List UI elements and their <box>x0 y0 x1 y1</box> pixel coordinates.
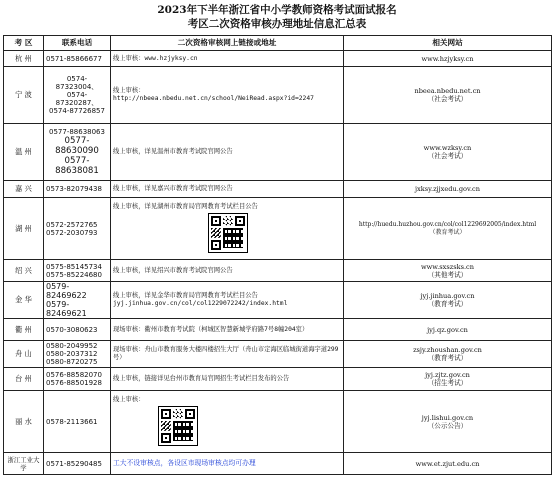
phone-cell: 0571-85866677 <box>44 51 111 67</box>
phone-number: 0580-2037312 <box>46 350 98 358</box>
review-cell <box>111 391 344 453</box>
phone-cell <box>44 368 111 391</box>
site-link[interactable]: zsjy.zhoushan.gov.cn <box>413 346 482 354</box>
phone-cell <box>44 198 111 260</box>
site-link[interactable]: www.et.zjut.edu.cn <box>415 459 480 468</box>
site-link[interactable]: www.hzjyksy.cn <box>421 54 474 63</box>
site-cell[interactable] <box>344 198 552 260</box>
review-text: 线上审核，详见金华市教育局官网教育考试栏目公告 <box>113 292 258 299</box>
phone-number: 0580-2049952 <box>46 342 98 350</box>
site-cell[interactable] <box>344 51 552 67</box>
exam-review-table <box>3 35 552 475</box>
phone-number: 0579-82469621 <box>46 300 87 318</box>
phone-number: 0579-82469622 <box>46 282 87 300</box>
header-site: 相关网站 <box>344 36 552 51</box>
area-cell: 金 华 <box>4 282 44 319</box>
review-cell: 线上审核，详见嘉兴市教育考试院官网公告 <box>111 181 344 198</box>
site-note: （教育考试） <box>427 354 468 362</box>
site-cell[interactable] <box>344 391 552 453</box>
table-row <box>4 181 552 198</box>
site-link[interactable]: jyj.lishui.gov.cn <box>421 413 474 422</box>
area-cell: 舟 山 <box>4 341 44 368</box>
review-cell: 现场审核：舟山市教育服务大楼四楼招生大厅（舟山市定海区临城街道海宇道299号） <box>111 341 344 368</box>
review-cell: 线上审核，详见温州市教育考试院官网公告 <box>111 124 344 181</box>
table-row <box>4 260 552 282</box>
site-cell[interactable] <box>344 368 552 391</box>
site-link[interactable]: www.sxszsks.cn <box>420 262 474 271</box>
review-cell[interactable] <box>111 282 344 319</box>
table-row <box>4 51 552 67</box>
review-text: 线上审核，详见湖州市教育局官网教育考试栏目公告 <box>113 202 258 210</box>
phone-number: 0577-88638081 <box>55 156 99 176</box>
document-title-line2: 考区二次资格审核办理地址信息汇总表 <box>187 18 367 30</box>
document-title-line1: 2023年下半年浙江省中小学教师资格考试面试报名 <box>157 4 397 16</box>
header-phone: 联系电话 <box>44 36 111 51</box>
site-cell[interactable] <box>344 341 552 368</box>
table-row <box>4 124 552 181</box>
area-cell: 绍 兴 <box>4 260 44 282</box>
table-row <box>4 198 552 260</box>
site-note: （招生考试） <box>427 379 468 387</box>
phone-cell <box>44 124 111 181</box>
site-link[interactable]: http://huedu.huzhou.gov.cn/col/col1229692005/index.html <box>358 220 537 228</box>
area-cell: 浙江工业大学 <box>4 453 44 475</box>
phone-cell: 0571-85290485 <box>44 453 111 475</box>
site-link[interactable]: jyj.jinhua.gov.cn <box>420 292 475 300</box>
site-note: （社会考试） <box>427 95 468 103</box>
review-link[interactable]: http://nbeea.nbedu.net.cn/school/NeiRead.aspx?id=2247 <box>113 95 314 102</box>
table-row <box>4 453 552 475</box>
phone-number: 0580-8720275 <box>46 358 98 366</box>
phone-cell <box>44 282 111 319</box>
review-cell[interactable] <box>111 67 344 124</box>
area-cell: 丽 水 <box>4 391 44 453</box>
review-cell: 线上审核，详见绍兴市教育考试院官网公告 <box>111 260 344 282</box>
table-row <box>4 282 552 319</box>
review-cell: 现场审核：衢州市教育考试院（柯城区智慧新城学府路7号8幢204室） <box>111 319 344 341</box>
site-link[interactable]: www.wzksy.cn <box>423 144 472 152</box>
phone-cell <box>44 260 111 282</box>
header-review: 二次资格审核网上链接或地址 <box>111 36 344 51</box>
phone-cell: 0574-87323004、0574-87320287、0574-87726857 <box>44 67 111 124</box>
review-cell <box>111 453 344 475</box>
phone-number: 0575-85224680 <box>46 270 102 279</box>
phone-cell: 0570-3080623 <box>44 319 111 341</box>
area-cell: 宁 波 <box>4 67 44 124</box>
phone-number: 0577-88630090 <box>55 136 99 156</box>
phone-number: 0576-88582070 <box>46 371 102 379</box>
site-cell[interactable] <box>344 282 552 319</box>
area-cell: 台 州 <box>4 368 44 391</box>
area-cell: 杭 州 <box>4 51 44 67</box>
phone-cell: 0573-82079438 <box>44 181 111 198</box>
site-note: （教育考试） <box>429 228 466 236</box>
table-row <box>4 67 552 124</box>
table-row <box>4 391 552 453</box>
phone-number: 0576-88501928 <box>46 379 102 387</box>
site-cell[interactable] <box>344 67 552 124</box>
area-cell: 湖 州 <box>4 198 44 260</box>
qr-code-image[interactable] <box>158 406 198 446</box>
site-link[interactable]: nbeea.nbedu.net.cn <box>414 87 481 95</box>
site-cell[interactable] <box>344 260 552 282</box>
site-link[interactable]: jxksy.zjjxedu.gov.cn <box>414 185 480 193</box>
review-label: 线上审核： <box>113 87 145 94</box>
review-text: 线上审核： <box>113 395 145 403</box>
phone-cell: 0578-2113661 <box>44 391 111 453</box>
table-row <box>4 368 552 391</box>
area-cell: 衢 州 <box>4 319 44 341</box>
site-link[interactable]: jyj.qz.gov.cn <box>427 325 468 334</box>
table-row <box>4 341 552 368</box>
site-link[interactable]: jyj.zjtz.gov.cn <box>425 371 470 379</box>
review-cell[interactable]: 线上审核：www.hzjyksy.cn <box>111 51 344 67</box>
review-link[interactable]: jyj.jinhua.gov.cn/col/col1229072242/index.html <box>113 300 288 307</box>
site-note: （社会考试） <box>427 152 468 160</box>
table-header-row <box>4 36 552 51</box>
phone-cell <box>44 341 111 368</box>
site-cell[interactable] <box>344 181 552 198</box>
site-note: （教育考试） <box>427 300 468 308</box>
phone-number: 0577-88638063 <box>49 128 105 136</box>
site-cell[interactable] <box>344 124 552 181</box>
site-note: （公示公告） <box>427 421 468 430</box>
area-cell: 嘉 兴 <box>4 181 44 198</box>
site-cell[interactable] <box>344 453 552 475</box>
phone-number: 0572-2572765 <box>46 220 98 229</box>
review-cell: 线上审核，链接详见台州市教育局官网招生考试栏目发布的公告 <box>111 368 344 391</box>
phone-number: 0572-2030793 <box>46 228 98 237</box>
phone-number: 0575-85145734 <box>46 262 102 271</box>
qr-code-image[interactable] <box>208 213 248 253</box>
site-note: （其他考试） <box>427 270 468 279</box>
header-area: 考 区 <box>4 36 44 51</box>
area-cell: 温 州 <box>4 124 44 181</box>
table-row <box>4 319 552 341</box>
site-cell[interactable] <box>344 319 552 341</box>
review-notice: 工大不设审核点，各设区市现场审核点均可办理 <box>113 459 256 467</box>
review-cell <box>111 198 344 260</box>
